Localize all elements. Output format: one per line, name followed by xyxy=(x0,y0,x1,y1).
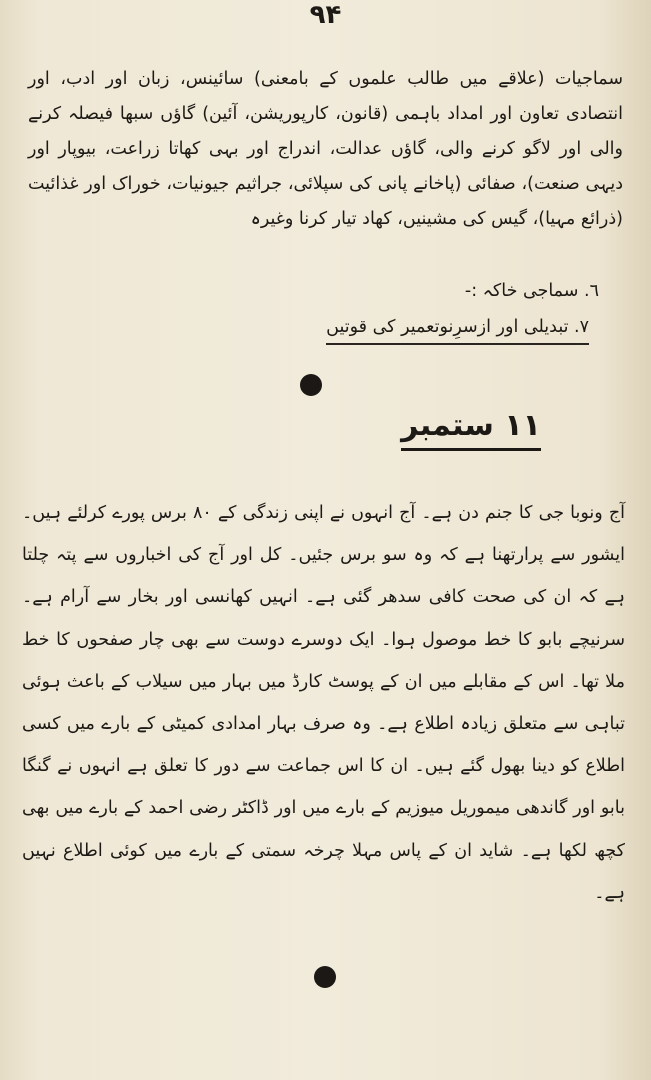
page-number: ۹۴ xyxy=(309,0,342,30)
list-item-6: ٦. سماجی خاکہ :- xyxy=(464,281,599,301)
list-item-7: ٧. تبدیلی اور ازسرِنوتعمیر کی قوتیں xyxy=(326,312,589,345)
section-separator-dot xyxy=(300,374,322,396)
diary-entry-paragraph: آج ونوبا جی کا جنم دن ہے۔ آج انہوں نے اپنی زندگی کے ۸۰ برس پورے کرلئے ہیں۔ ایشور سے پرارتھنا ہے کہ وہ سو برس جئیں۔ کل اور آج کی اخباروں سے پتہ چلتا ہے کہ ان کی صحت کافی سدھر گئی ہے۔ انہیں کھانسی اور بخار سے آرام ہے۔ سرنیچے بابو کا خط موصول ہوا۔ ایک دوسرے دوست سے بھی چار صفحوں کا خط ملا تھا۔ اس کے مقابلے میں ان کے پوسٹ کارڈ میں بہار میں سیلاب کے باعث ہوئی تباہی سے متعلق زیادہ اطلاع ہے۔ وہ صرف بہار امدادی کمیٹی کے بارے میں کسی اطلاع کو دینا بھول گئے ہیں۔ ان کا اس جماعت سے دور کا تعلق ہے انہوں نے گنگا بابو اور گاندھی میموریل میوزیم کے بارے میں اور ڈاکٹر رضی احمد کے بارے میں بھی کچھ لکھا ہے۔ شاید ان کے پاس مہلا چرخہ سمتی کے بارے میں کوئی اطلاع نہیں ہے۔ xyxy=(22,503,625,903)
diary-date-heading: ۱۱ ستمبر xyxy=(401,404,541,451)
intro-paragraph: سماجیات (علاقے میں طالب علموں کے بامعنی) سائینس، زبان اور ادب، اور انتصادی تعاون اور امداد باہمی (قانون، کارپوریشن، آئین) گاؤں سبھا فیصلہ کرنے والی اور لاگو کرنے والی، گاؤں عدالت، اندراج اور بہی کھاتا زراعت، بیوپار اور دیہی صنعت)، صفائی (پاخانے پانی کی سپلائی، جراثیم جیونیات، خوراک اور غذائیت (ذرائع مہیا)، گیس کی مشینیں، کھاد تیار کرنا وغیرہ xyxy=(28,69,623,229)
end-separator-dot xyxy=(314,966,336,988)
